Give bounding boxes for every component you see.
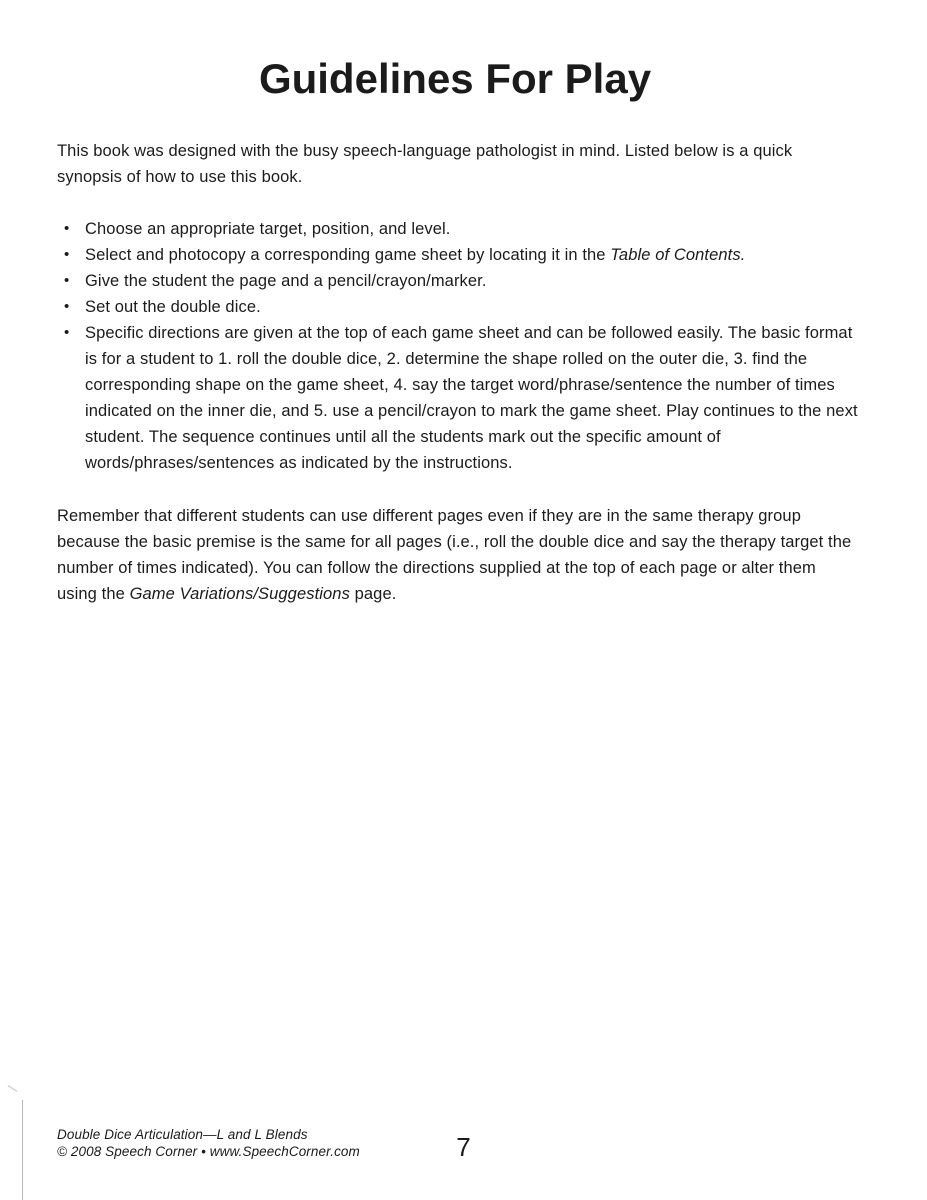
scan-artifact-speck [8,1085,18,1092]
bullet-icon: • [64,272,70,289]
bullet-icon: • [64,298,70,315]
bullet-text [85,268,863,294]
bullet-text [85,242,863,268]
footer-book-title: Double Dice Articulation—L and L Blends [57,1127,308,1142]
scan-artifact-line [22,1100,23,1200]
list-item [57,216,863,242]
bullet-icon: • [64,220,70,237]
bullet-text-main: Give the student the page and a pencil/crayon/marker. [85,272,487,290]
list-item [57,294,863,320]
bullet-text-main: Set out the double dice. [85,298,261,316]
bullet-text [85,320,863,476]
italic-phrase: Game Variations/Suggestions [129,585,350,603]
bullet-text-main: Specific directions are given at the top of each game sheet and can be followed easily. The basic format is for a student to 1. roll the double dice, 2. determine the shape rolled on the outer die, 3. find the corresponding shape on the game sheet, 4. say the target word/phrase/sentence the number of times indicated on the inner die, and 5. use a pencil/crayon to mark the game sheet. Play continues to the next student. The sequence continues until all the students mark out the specific amount of words/phrases/sentences as indicated by the instructions. [85,324,858,472]
list-item [57,268,863,294]
footer-copyright: © 2008 Speech Corner • www.SpeechCorner.com [57,1144,360,1159]
page-title: Guidelines For Play [258,55,652,102]
italic-phrase: Table of Contents. [610,246,746,264]
bullet-text [85,294,863,320]
list-item [57,242,863,268]
bullet-icon: • [64,324,70,341]
guidelines-list [57,216,863,476]
bullet-icon: • [64,246,70,263]
closing-paragraph [57,503,857,607]
intro-paragraph: This book was designed with the busy speech-language pathologist in mind. Listed below is a quick synopsis of how to use this book. [57,142,793,186]
page-number: 7 [456,1132,471,1162]
bullet-text-main: Select and photocopy a corresponding game sheet by locating it in the [85,246,611,264]
bullet-text [85,216,863,242]
closing-text-main: Remember that different students can use different pages even if they are in the same therapy group because the basic premise is the same for all pages (i.e., roll the double dice and say the therapy target the number of times indicated). You can follow the directions supplied at the top of each page or alter them using the [57,507,852,603]
list-item [57,320,863,476]
bullet-text-main: Choose an appropriate target, position, and level. [85,220,451,238]
closing-text-tail: page. [349,585,397,603]
